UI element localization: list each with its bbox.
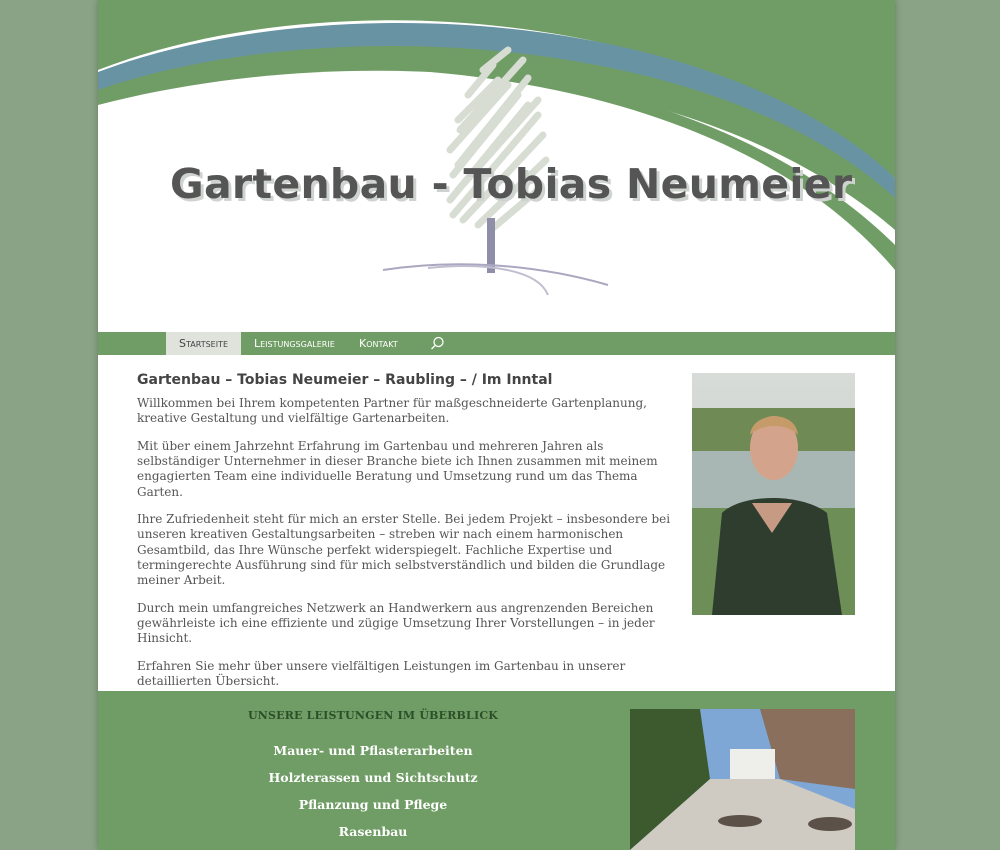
site-header	[98, 0, 895, 332]
service-link[interactable]: Holzterassen und Sichtschutz	[268, 770, 478, 785]
service-link[interactable]: Pflanzung und Pflege	[298, 797, 448, 812]
services-title: UNSERE LEISTUNGEN IM ÜBERBLICK	[247, 709, 499, 722]
paragraph: Mit über einem Jahrzehnt Erfahrung im Gartenbau und mehreren Jahren als selbständiger Unternehmer in dieser Branche biete ich Ihnen zusammen mit meinem engagierten Team eine individuelle Beratung und Umsetzung rund um das Thema Garten.	[137, 438, 658, 499]
paragraph: Willkommen bei Ihrem kompetenten Partner für maßgeschneiderte Gartenplanung, kreative Gestaltung und vielfältige Gartenarbeiten.	[137, 396, 647, 426]
portrait-photo	[692, 373, 855, 615]
paragraph: Ihre Zufriedenheit steht für mich an erster Stelle. Bei jedem Projekt – insbesondere bei unseren kreativen Gestaltungsarbeiten – streben wir nach einem harmonischen Gesamtbild, das Ihre Wünsche perfekt widerspiegelt. Fachliche Expertise und termingerechte Ausführung sind für mich selbstverständlich und bilden die Grundlage meiner Arbeit.	[137, 512, 671, 588]
site-title: Gartenbau - Tobias Neumeier	[170, 160, 853, 208]
search-icon[interactable]	[430, 336, 445, 351]
nav-item-kontakt[interactable]: Kontakt	[359, 337, 398, 350]
services-section	[98, 691, 895, 850]
intro-text	[137, 396, 677, 702]
nav-item-startseite[interactable]: Startseite	[166, 332, 241, 355]
main-content	[98, 355, 895, 691]
service-link[interactable]: Rasenbau	[338, 824, 408, 839]
service-link[interactable]: Mauer- und Pflasterarbeiten	[273, 743, 473, 758]
page	[98, 0, 895, 850]
paving-photo	[630, 709, 855, 850]
main-nav	[98, 332, 895, 355]
page-heading: Gartenbau – Tobias Neumeier – Raubling – / Im Inntal	[137, 372, 553, 388]
paragraph: Durch mein umfangreiches Netzwerk an Handwerkern aus angrenzenden Bereichen gewährleiste ich eine effiziente und zügige Umsetzung Ihrer Vorstellungen – in jeder Hinsicht.	[137, 600, 655, 646]
paragraph: Erfahren Sie mehr über unsere vielfältigen Leistungen im Gartenbau in unserer detaillierten Übersicht.	[137, 658, 626, 689]
nav-item-leistungsgalerie[interactable]: Leistungsgalerie	[254, 337, 335, 350]
